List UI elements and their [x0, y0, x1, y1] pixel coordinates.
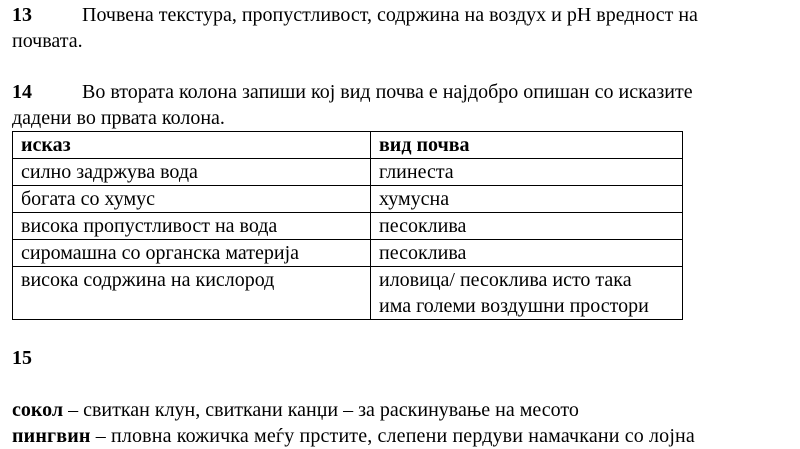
- cell-soil-type-line-2: има големи воздушни простори: [379, 295, 649, 317]
- cell-statement: висока пропустливост на вода: [13, 213, 371, 240]
- answer-text: – пловна кожичка меѓу прстите, слепени пердуви намачкани со лојна: [90, 425, 695, 447]
- question-13-text: Почвена текстура, пропустливост, содржина на воздух и pH вредност на: [82, 4, 698, 26]
- answer-line-penguin: [12, 423, 695, 449]
- question-14-line-1: [12, 79, 693, 105]
- header-statement: исказ: [13, 132, 371, 159]
- cell-soil-type-line-1: иловица/ песоклива исто така: [379, 269, 632, 291]
- answer-term: пингвин: [12, 425, 91, 447]
- question-14-text: Во втората колона запиши кој вид почва е најдобро опишан со исказите: [82, 81, 693, 103]
- table-row: [13, 186, 683, 213]
- cell-soil-type: глинеста: [371, 159, 683, 186]
- cell-statement: богата со хумус: [13, 186, 371, 213]
- question-13-line-2: почвата.: [12, 30, 83, 52]
- answer-text: – свиткан клун, свиткани канџи – за раскинување на месото: [63, 399, 579, 421]
- table-row: [13, 159, 683, 186]
- cell-statement: сиромашна со органска материја: [13, 240, 371, 267]
- question-14-number: 14: [12, 81, 32, 103]
- question-13-line-1: [12, 2, 698, 28]
- question-14-line-2: дадени во првата колона.: [12, 107, 225, 129]
- table-row: [13, 240, 683, 267]
- header-soil-type: вид почва: [371, 132, 683, 159]
- cell-statement: силно задржува вода: [13, 159, 371, 186]
- table-header-row: [13, 132, 683, 159]
- table-row: [13, 267, 683, 320]
- soil-types-table: [12, 131, 683, 320]
- answer-term: сокол: [12, 399, 64, 421]
- cell-soil-type: песоклива: [371, 240, 683, 267]
- answer-line-falcon: [12, 397, 579, 423]
- question-13-number: 13: [12, 4, 32, 26]
- cell-soil-type: песоклива: [371, 213, 683, 240]
- cell-soil-type: [371, 267, 683, 320]
- table-row: [13, 213, 683, 240]
- cell-soil-type: хумусна: [371, 186, 683, 213]
- cell-statement: висока содржина на кислород: [13, 267, 371, 320]
- question-15-number: 15: [12, 347, 32, 369]
